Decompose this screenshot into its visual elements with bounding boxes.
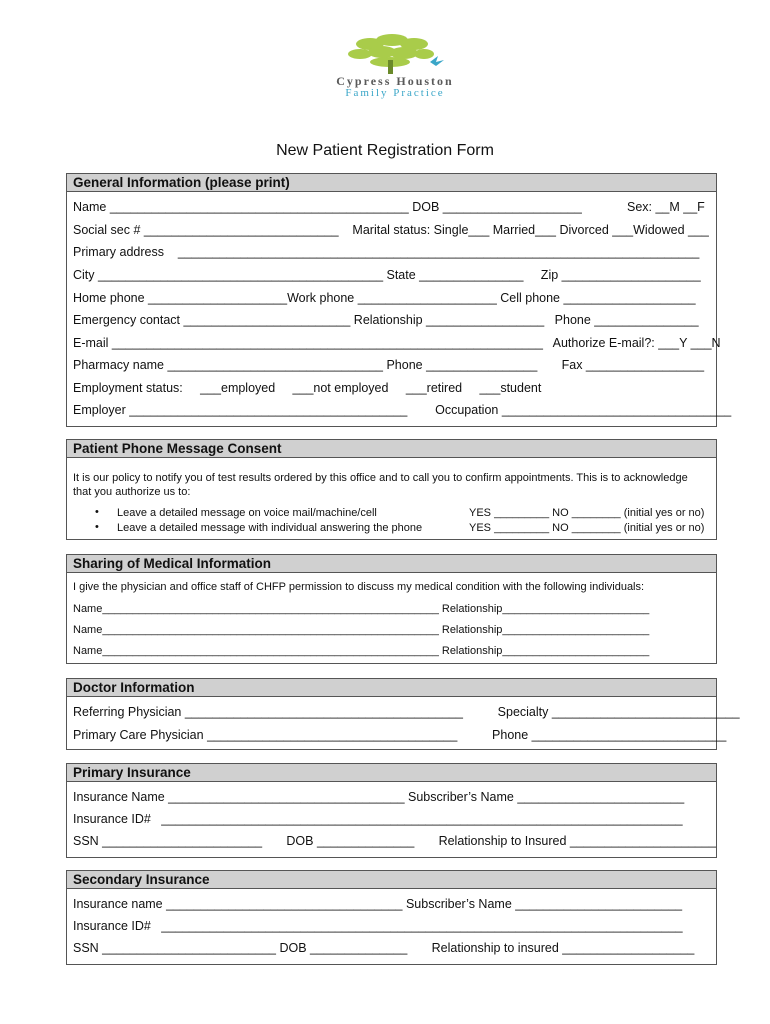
primary-insurance-section — [66, 763, 717, 858]
secondary-insurance-name-row[interactable]: Insurance name __________________________________ Subscriber’s Name ________________________ — [73, 897, 683, 911]
consent-item-voicemail: Leave a detailed message on voice mail/machine/cell — [117, 507, 377, 519]
secondary-insurance-id-row[interactable]: Insurance ID# ___________________________________________________________________________ — [73, 919, 683, 933]
secondary-ssn-row[interactable]: SSN _________________________ DOB ______________ Relationship to insured ___________________ — [73, 941, 695, 955]
primary-ssn-row[interactable]: SSN _______________________ DOB ______________ Relationship to Insured _____________________ — [73, 834, 716, 848]
city-state-zip-row[interactable]: City _________________________________________ State _______________ Zip ____________________ — [73, 268, 701, 282]
consent-item-individual: Leave a detailed message with individual answering the phone — [117, 522, 423, 534]
primary-insurance-id-row[interactable]: Insurance ID# ___________________________________________________________________________ — [73, 812, 683, 826]
social-marital-row[interactable]: Social sec # ____________________________ Marital status: Single___ Married___ Divorced ___Widowed ___ — [73, 223, 709, 237]
name-dob-row[interactable]: Name ___________________________________________ DOB ____________________ — [73, 200, 582, 214]
phone-consent-header: Patient Phone Message Consent — [67, 440, 716, 458]
primary-care-physician-row[interactable]: Primary Care Physician ____________________________________ Phone ____________________________ — [73, 728, 727, 742]
primary-address-row[interactable]: Primary address ___________________________________________________________________________ — [73, 245, 700, 259]
consent-voicemail-initials[interactable]: YES _________ NO ________ (initial yes or no) — [469, 507, 705, 519]
tree-icon — [300, 32, 490, 76]
phone-consent-section — [66, 439, 717, 540]
sharing-intro: I give the physician and office staff of CHFP permission to discuss my medical condition with the following individuals: — [73, 581, 645, 593]
practice-logo — [300, 32, 490, 100]
general-information-section — [66, 173, 732, 427]
bullet-icon: • — [95, 521, 99, 533]
referring-physician-row[interactable]: Referring Physician ________________________________________ Specialty ___________________________ — [73, 705, 740, 719]
logo-name: Cypress Houston — [336, 74, 454, 88]
emergency-contact-row[interactable]: Emergency contact ________________________ Relationship _________________ Phone _______________ — [73, 313, 699, 327]
consent-individual-initials[interactable]: YES _________ NO ________ (initial yes or no) — [469, 522, 705, 534]
doctor-information-section — [66, 678, 740, 750]
sharing-section — [66, 554, 717, 664]
sharing-header: Sharing of Medical Information — [67, 555, 716, 573]
general-information-header: General Information (please print) — [67, 174, 716, 192]
consent-intro-line-2: that you authorize us to: — [73, 486, 191, 498]
bullet-icon: • — [95, 506, 99, 518]
logo-subtitle: Family Practice — [345, 87, 445, 99]
phones-row[interactable]: Home phone ____________________Work phone ____________________ Cell phone ___________________ — [73, 291, 696, 305]
secondary-insurance-section — [66, 870, 717, 965]
pharmacy-row[interactable]: Pharmacy name _______________________________ Phone ________________ Fax _________________ — [73, 358, 705, 372]
sharing-person-row[interactable]: Name_______________________________________________________ Relationship________________________ — [73, 603, 650, 615]
employment-status-row[interactable]: Employment status: ___employed ___not employed ___retired ___student — [73, 381, 542, 395]
sharing-person-row[interactable]: Name_______________________________________________________ Relationship________________________ — [73, 624, 650, 636]
primary-insurance-header: Primary Insurance — [67, 764, 716, 782]
sex-field[interactable]: Sex: __M __F — [627, 200, 705, 214]
primary-insurance-name-row[interactable]: Insurance Name __________________________________ Subscriber’s Name ________________________ — [73, 790, 685, 804]
sharing-person-row[interactable]: Name_______________________________________________________ Relationship________________________ — [73, 645, 650, 657]
secondary-insurance-header: Secondary Insurance — [67, 871, 716, 889]
consent-intro-line-1: It is our policy to notify you of test results ordered by this office and to call you to confirm appointments. This is to acknowledge — [73, 472, 688, 484]
employer-row[interactable]: Employer ________________________________________ Occupation _________________________________ — [73, 403, 732, 417]
email-row[interactable]: E-mail ______________________________________________________________ Authorize E-mail?: ___Y ___N — [73, 336, 721, 350]
doctor-information-header: Doctor Information — [67, 679, 716, 697]
form-title: New Patient Registration Form — [276, 142, 494, 159]
